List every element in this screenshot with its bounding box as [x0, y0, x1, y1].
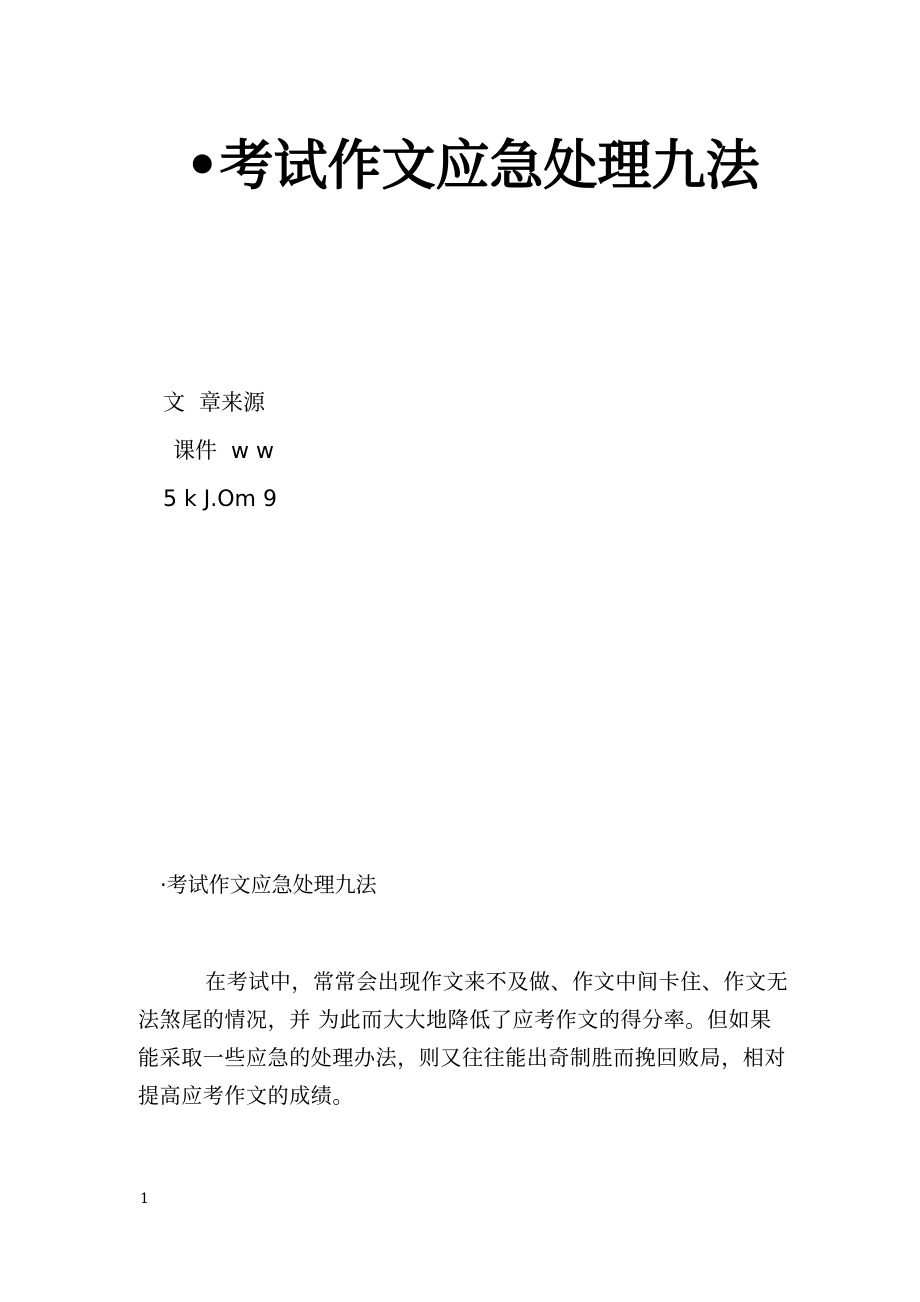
source-line: 文 章来源 [163, 391, 265, 416]
page-number: 1 [140, 1191, 149, 1207]
paragraph-line: 能采取一些应急的处理办法，则又往往能出奇制胜而挽回败局，相对 [138, 1046, 786, 1070]
source-line: 课件 w w [173, 439, 274, 464]
source-line: 5 k J.Om 9 [163, 487, 277, 512]
paragraph-line: 提高应考作文的成绩。 [138, 1084, 354, 1108]
paragraph-line: 在考试中，常常会出现作文来不及做、作文中间卡住、作文无 [205, 970, 789, 994]
section-subtitle: ·考试作文应急处理九法 [160, 873, 377, 897]
paragraph-line: 法煞尾的情况，并 为此而大大地降低了应考作文的得分率。但如果 [138, 1008, 772, 1032]
body-paragraph [138, 963, 788, 1115]
document-title: •考试作文应急处理九法 [185, 134, 760, 197]
